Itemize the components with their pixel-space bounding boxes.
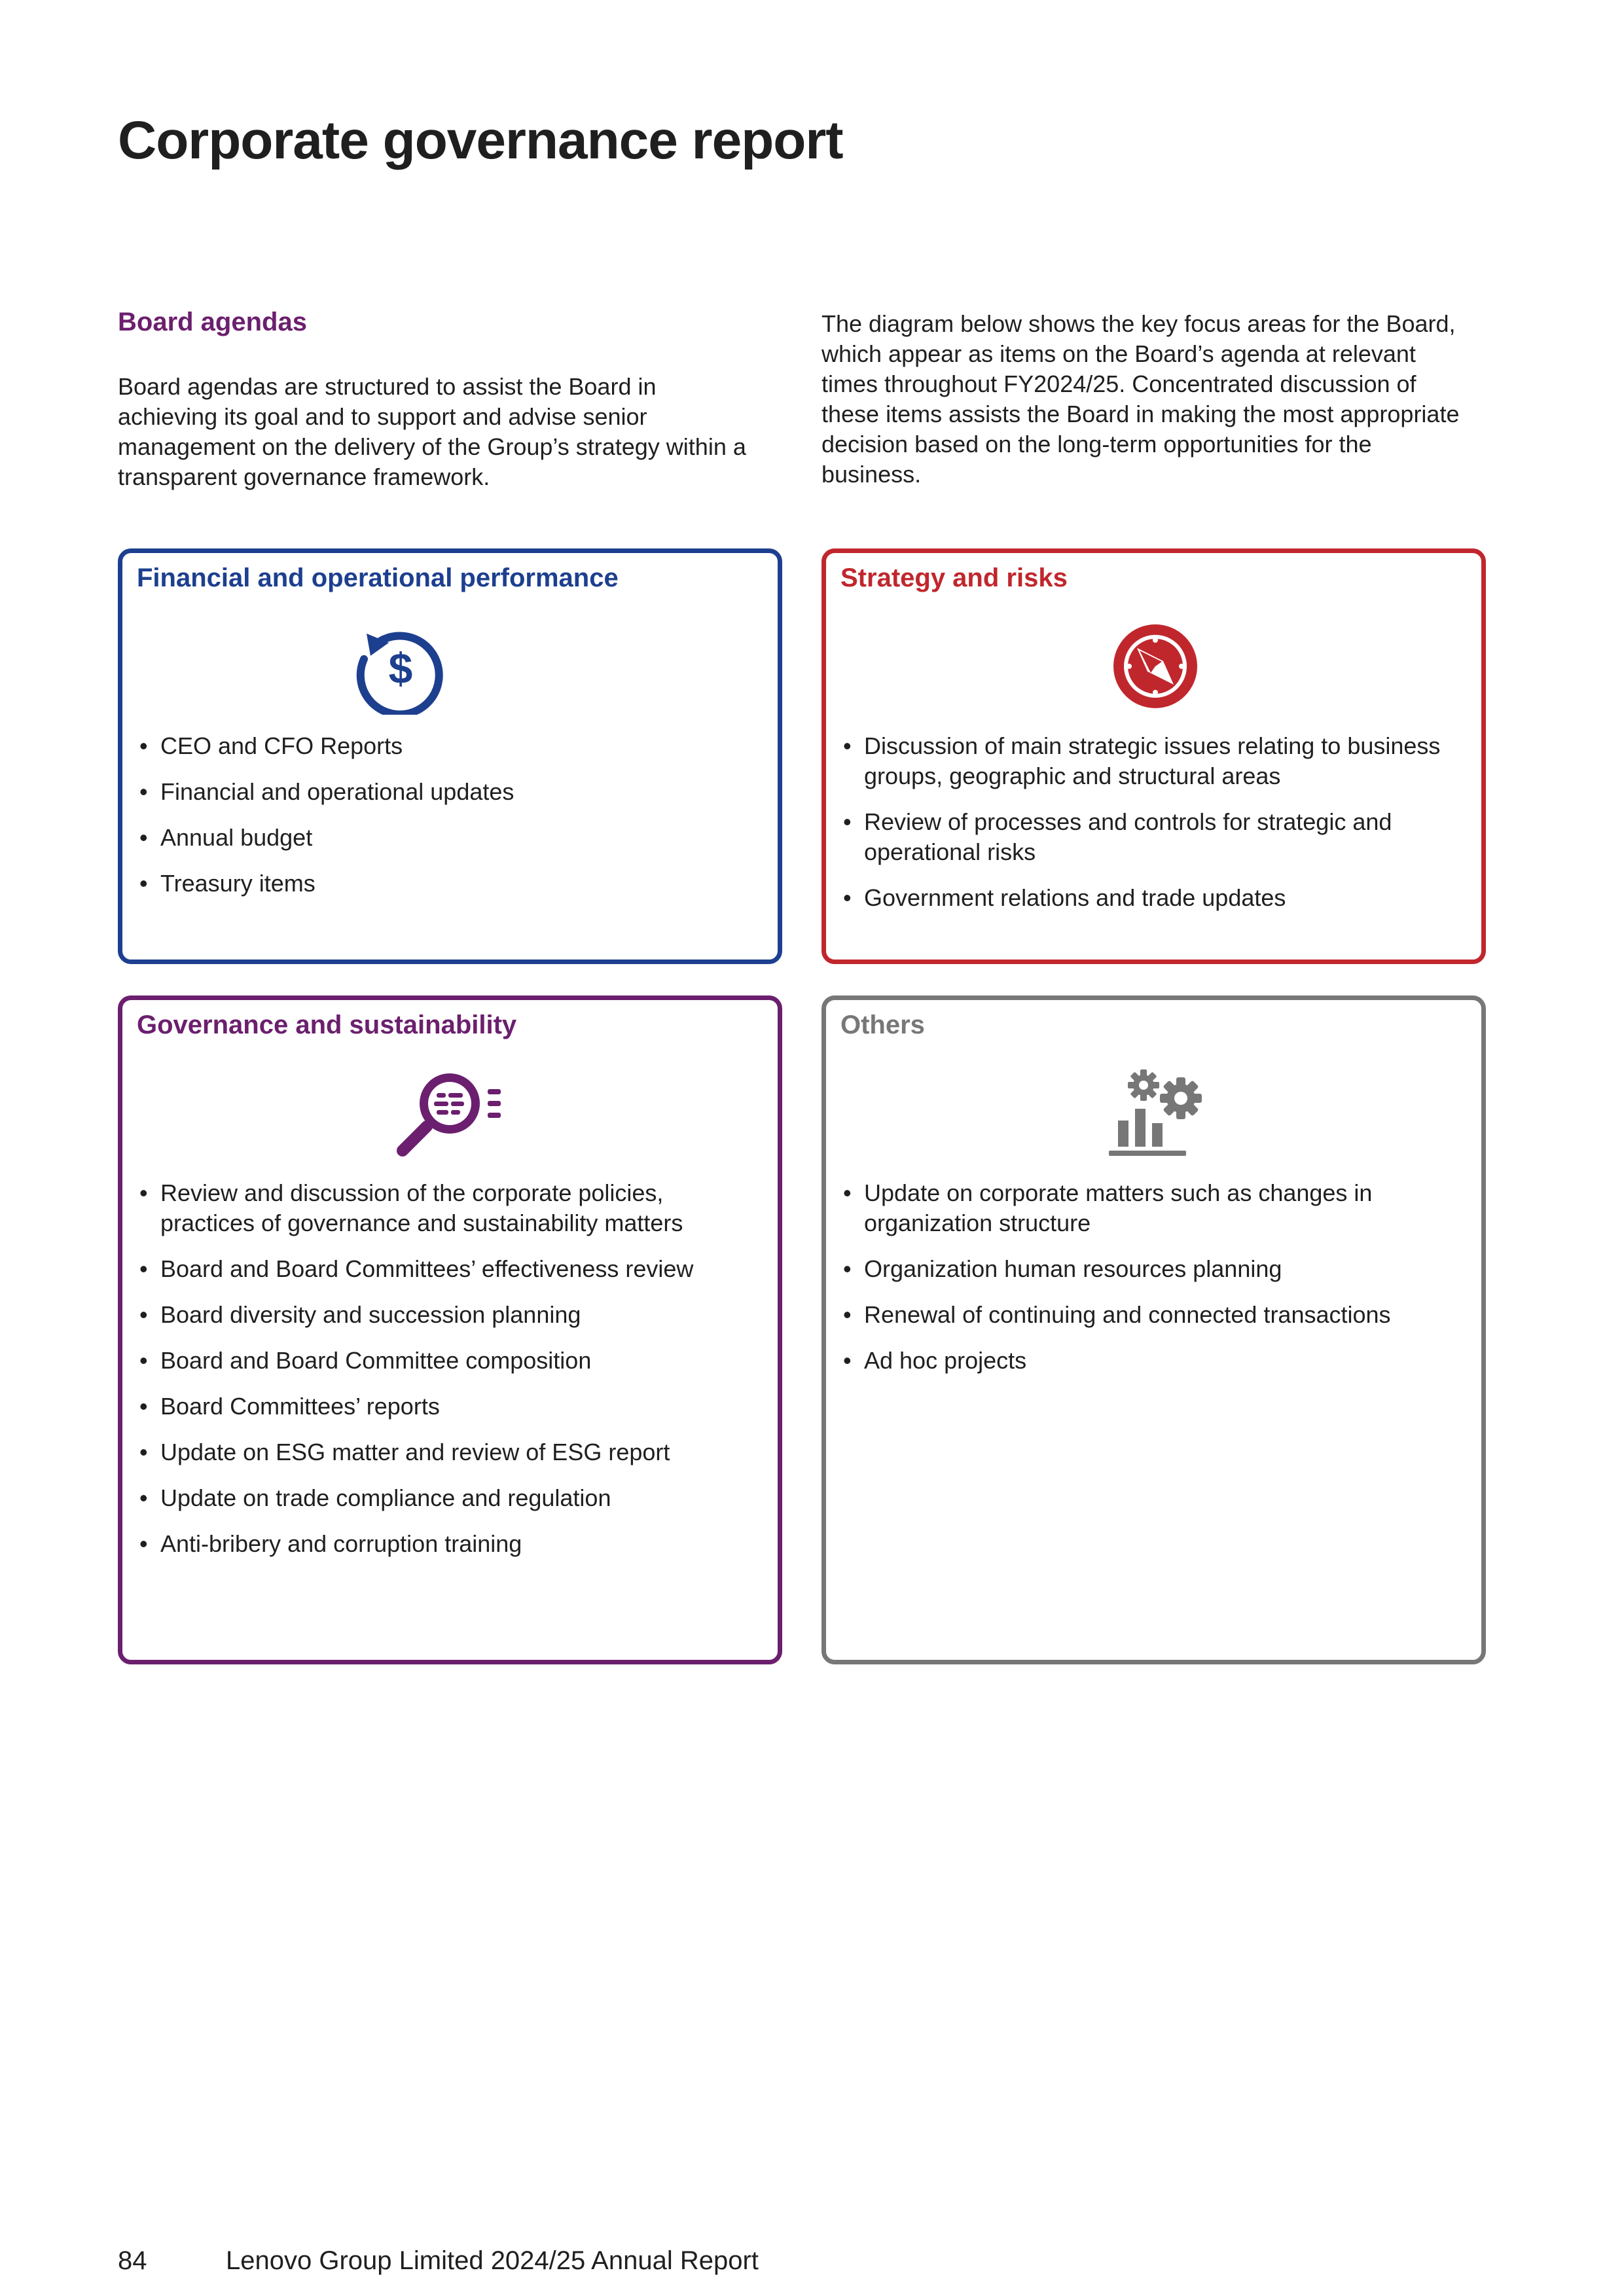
list-item: • Review of processes and controls for strategic and operational risks (840, 807, 1464, 867)
list-item: • Update on ESG matter and review of ESG report (137, 1437, 761, 1467)
page-number: 84 (118, 2246, 147, 2275)
intro-paragraph-right: The diagram below shows the key focus areas for the Board, which appear as items on the Board’s agenda at relevant times throughout FY2024/25. Concentrated discussion of these items assists the Board in making the most appropriate decision based on the long-term opportunities for the business. (821, 310, 1460, 488)
intro-paragraph-left: Board agendas are structured to assist the Board in achieving its goal and to support and advise senior management on the delivery of the Group’s strategy within a transparent governance framework. (118, 373, 746, 490)
panel-governance-sustainability (118, 996, 782, 1664)
list-item: • Update on corporate matters such as changes in organization structure (840, 1178, 1464, 1238)
panel-financial-operational (118, 548, 782, 964)
list-item: • Financial and operational updates (137, 777, 761, 807)
footer-text: Lenovo Group Limited 2024/25 Annual Report (226, 2246, 759, 2275)
panel-title: Strategy and risks (840, 564, 1068, 592)
list-item: • Board diversity and succession planning (137, 1300, 761, 1330)
svg-text:$: $ (388, 644, 413, 692)
dollar-refresh-icon (355, 623, 446, 715)
gears-chart-icon (1094, 1066, 1212, 1164)
list-item: • Board and Board Committee composition (137, 1346, 761, 1376)
list-item: • Board and Board Committees’ effectiveness review (137, 1254, 761, 1284)
list-item: • Renewal of continuing and connected transactions (840, 1300, 1464, 1330)
list-item: • Review and discussion of the corporate policies, practices of governance and sustainability matters (137, 1178, 761, 1238)
list-item: • Board Committees’ reports (137, 1391, 761, 1422)
panel-strategy-risks (821, 548, 1486, 964)
magnifier-icon (391, 1064, 509, 1162)
list-item: • Treasury items (137, 869, 761, 899)
section-heading: Board agendas (118, 308, 307, 336)
list-item: • Government relations and trade updates (840, 883, 1464, 913)
list-item: • Anti-bribery and corruption training (137, 1529, 761, 1559)
item-list (840, 731, 1464, 929)
list-item: • Update on trade compliance and regulation (137, 1483, 761, 1513)
list-item: • Discussion of main strategic issues relating to business groups, geographic and structural areas (840, 731, 1464, 791)
panel-others (821, 996, 1486, 1664)
list-item: • CEO and CFO Reports (137, 731, 761, 761)
item-list (840, 1178, 1464, 1391)
list-item: • Ad hoc projects (840, 1346, 1464, 1376)
item-list (137, 1178, 761, 1575)
panel-title: Others (840, 1011, 925, 1039)
list-item: • Organization human resources planning (840, 1254, 1464, 1284)
panel-title: Governance and sustainability (137, 1011, 517, 1039)
item-list (137, 731, 761, 914)
panel-title: Financial and operational performance (137, 564, 619, 592)
page-title: Corporate governance report (118, 111, 843, 170)
list-item: • Annual budget (137, 823, 761, 853)
compass-icon (1110, 620, 1201, 712)
